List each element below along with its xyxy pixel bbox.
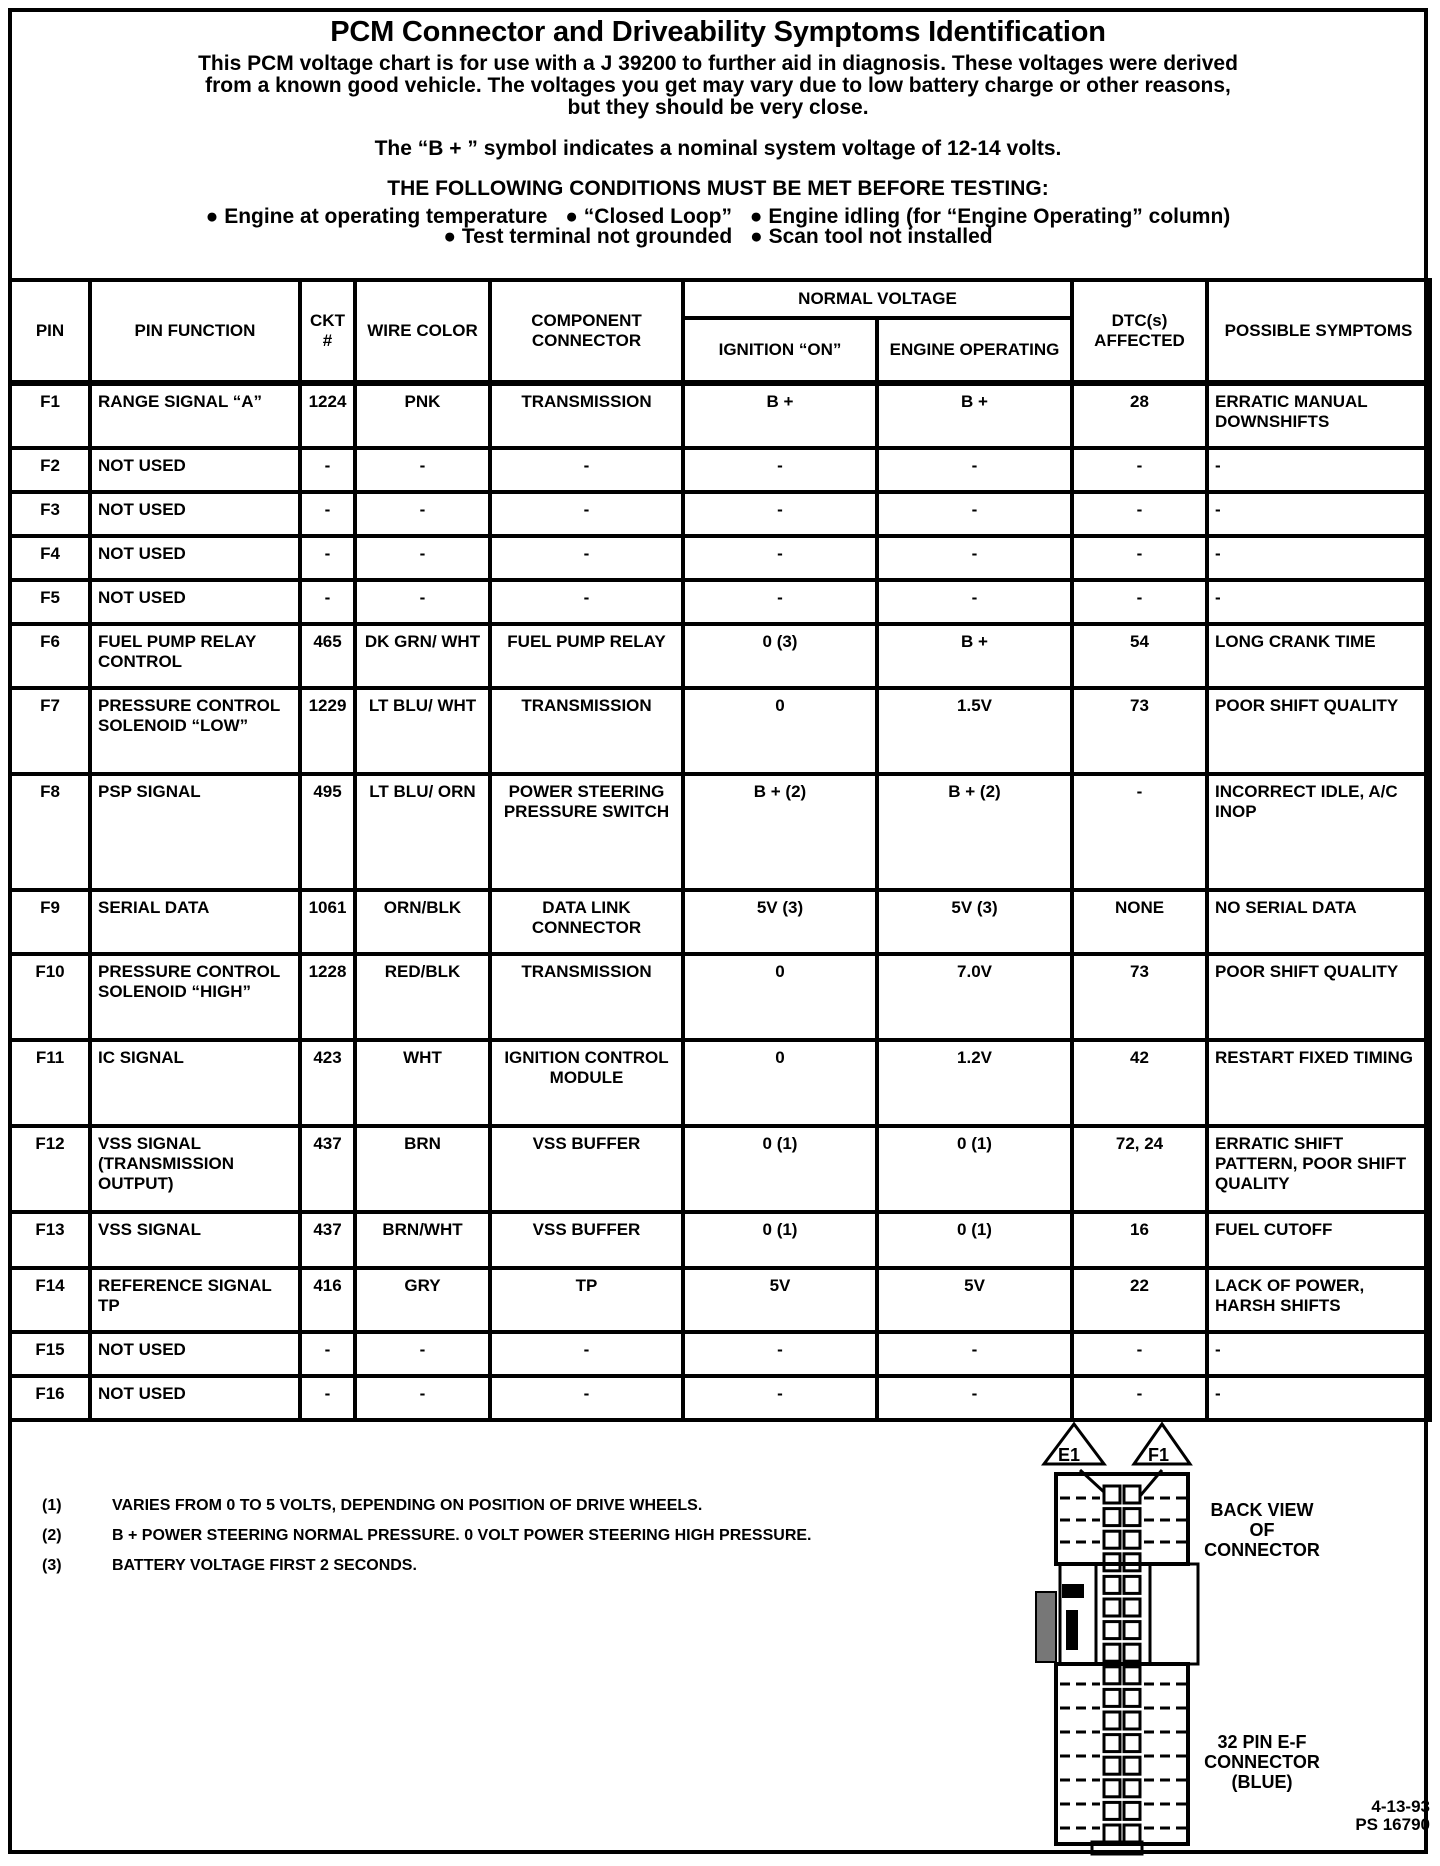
connector-diagram bbox=[1012, 1422, 1440, 1862]
ckt-cell: 495 bbox=[300, 774, 355, 890]
table-row bbox=[10, 383, 1430, 448]
conditions-list bbox=[12, 207, 1424, 247]
dtc-cell: - bbox=[1072, 536, 1207, 580]
col-header-engine-operating: ENGINE OPERATING bbox=[877, 318, 1072, 383]
symptoms-cell: - bbox=[1207, 492, 1430, 536]
pin-function-cell: PRESSURE CONTROL SOLENOID “LOW” bbox=[90, 688, 300, 774]
component-cell: - bbox=[490, 580, 683, 624]
component-cell: IGNITION CONTROL MODULE bbox=[490, 1040, 683, 1126]
col-header-wire-color: WIRE COLOR bbox=[355, 280, 490, 383]
pin-function-cell: NOT USED bbox=[90, 1376, 300, 1420]
component-cell: DATA LINK CONNECTOR bbox=[490, 890, 683, 954]
component-cell: - bbox=[490, 1332, 683, 1376]
engine-operating-cell: - bbox=[877, 1332, 1072, 1376]
wire-color-cell: - bbox=[355, 448, 490, 492]
component-cell: - bbox=[490, 1376, 683, 1420]
dtc-cell: 28 bbox=[1072, 383, 1207, 448]
footnotes bbox=[42, 1497, 812, 1587]
ignition-on-cell: 0 (1) bbox=[683, 1126, 877, 1212]
pin-function-cell: VSS SIGNAL bbox=[90, 1212, 300, 1268]
ignition-on-cell: - bbox=[683, 1332, 877, 1376]
pin-function-cell: NOT USED bbox=[90, 448, 300, 492]
ckt-cell: 437 bbox=[300, 1212, 355, 1268]
engine-operating-cell: - bbox=[877, 448, 1072, 492]
pin-cell: F16 bbox=[10, 1376, 90, 1420]
pin-function-cell: VSS SIGNAL (TRANSMISSION OUTPUT) bbox=[90, 1126, 300, 1212]
symptoms-cell: POOR SHIFT QUALITY bbox=[1207, 688, 1430, 774]
pcm-voltage-table bbox=[8, 278, 1432, 1422]
ignition-on-cell: - bbox=[683, 580, 877, 624]
pin-cell: F3 bbox=[10, 492, 90, 536]
dtc-cell: 22 bbox=[1072, 1268, 1207, 1332]
table-row bbox=[10, 448, 1430, 492]
figure-reference: 4-13-93 PS 16790 bbox=[1355, 1797, 1430, 1834]
wire-color-cell: GRY bbox=[355, 1268, 490, 1332]
ignition-on-cell: 5V bbox=[683, 1268, 877, 1332]
intro-section bbox=[12, 12, 1424, 282]
ignition-on-cell: B + (2) bbox=[683, 774, 877, 890]
ckt-cell: 437 bbox=[300, 1126, 355, 1212]
col-header-dtc-affected: DTC(s) AFFECTED bbox=[1072, 280, 1207, 383]
connector-drawing-icon bbox=[1012, 1422, 1262, 1862]
symptoms-cell: INCORRECT IDLE, A/C INOP bbox=[1207, 774, 1430, 890]
condition-item: ● Test terminal not grounded bbox=[443, 225, 733, 248]
table-row bbox=[10, 954, 1430, 1040]
table-row bbox=[10, 1332, 1430, 1376]
pin-cell: F2 bbox=[10, 448, 90, 492]
wire-color-cell: PNK bbox=[355, 383, 490, 448]
symptoms-cell: NO SERIAL DATA bbox=[1207, 890, 1430, 954]
pin-function-cell: NOT USED bbox=[90, 580, 300, 624]
engine-operating-cell: 5V bbox=[877, 1268, 1072, 1332]
footnote: (3) BATTERY VOLTAGE FIRST 2 SECONDS. bbox=[42, 1557, 417, 1574]
dtc-cell: 73 bbox=[1072, 688, 1207, 774]
component-cell: VSS BUFFER bbox=[490, 1126, 683, 1212]
ckt-cell: 416 bbox=[300, 1268, 355, 1332]
col-header-possible-symptoms: POSSIBLE SYMPTOMS bbox=[1207, 280, 1430, 383]
pin-cell: F5 bbox=[10, 580, 90, 624]
symptoms-cell: ERRATIC MANUAL DOWNSHIFTS bbox=[1207, 383, 1430, 448]
pin-function-cell: NOT USED bbox=[90, 536, 300, 580]
engine-operating-cell: 0 (1) bbox=[877, 1212, 1072, 1268]
connector-label: 32 PIN E-F CONNECTOR (BLUE) bbox=[1204, 1732, 1320, 1792]
engine-operating-cell: - bbox=[877, 536, 1072, 580]
col-header-pin-function: PIN FUNCTION bbox=[90, 280, 300, 383]
ckt-cell: 1228 bbox=[300, 954, 355, 1040]
ckt-cell: - bbox=[300, 1332, 355, 1376]
col-header-ignition-on: IGNITION “ON” bbox=[683, 318, 877, 383]
pin-cell: F8 bbox=[10, 774, 90, 890]
condition-item: ● Engine at operating temperature bbox=[205, 205, 548, 228]
pin-function-cell: REFERENCE SIGNAL TP bbox=[90, 1268, 300, 1332]
table-row bbox=[10, 580, 1430, 624]
table-row bbox=[10, 1376, 1430, 1420]
table-row bbox=[10, 890, 1430, 954]
ignition-on-cell: - bbox=[683, 1376, 877, 1420]
dtc-cell: 42 bbox=[1072, 1040, 1207, 1126]
pin-cell: F12 bbox=[10, 1126, 90, 1212]
component-cell: TRANSMISSION bbox=[490, 383, 683, 448]
ckt-cell: 465 bbox=[300, 624, 355, 688]
table-row bbox=[10, 492, 1430, 536]
condition-item: ● Engine idling (for “Engine Operating” column) bbox=[749, 205, 1231, 228]
pin-function-cell: PRESSURE CONTROL SOLENOID “HIGH” bbox=[90, 954, 300, 1040]
back-view-label: BACK VIEW OF CONNECTOR bbox=[1204, 1500, 1320, 1560]
dtc-cell: 72, 24 bbox=[1072, 1126, 1207, 1212]
symptoms-cell: POOR SHIFT QUALITY bbox=[1207, 954, 1430, 1040]
wire-color-cell: - bbox=[355, 492, 490, 536]
footnote: (2) B + POWER STEERING NORMAL PRESSURE. 0 VOLT POWER STEERING HIGH PRESSURE. bbox=[42, 1527, 812, 1544]
engine-operating-cell: 0 (1) bbox=[877, 1126, 1072, 1212]
dtc-cell: - bbox=[1072, 1332, 1207, 1376]
intro-paragraph: This PCM voltage chart is for use with a J 39200 to further aid in diagnosis. These voltages were derived from a known good vehicle. The voltages you get may vary due to low battery charge or other reasons, but they should be very close. bbox=[198, 52, 1238, 119]
component-cell: POWER STEERING PRESSURE SWITCH bbox=[490, 774, 683, 890]
symptoms-cell: - bbox=[1207, 448, 1430, 492]
engine-operating-cell: - bbox=[877, 1376, 1072, 1420]
engine-operating-cell: B + bbox=[877, 624, 1072, 688]
pin-function-cell: FUEL PUMP RELAY CONTROL bbox=[90, 624, 300, 688]
symptoms-cell: LACK OF POWER, HARSH SHIFTS bbox=[1207, 1268, 1430, 1332]
wire-color-cell: LT BLU/ WHT bbox=[355, 688, 490, 774]
table-row bbox=[10, 688, 1430, 774]
component-cell: - bbox=[490, 448, 683, 492]
col-header-ckt: CKT # bbox=[300, 280, 355, 383]
conditions-title: THE FOLLOWING CONDITIONS MUST BE MET BEFORE TESTING: bbox=[387, 177, 1049, 200]
component-cell: FUEL PUMP RELAY bbox=[490, 624, 683, 688]
pin-cell: F13 bbox=[10, 1212, 90, 1268]
symptoms-cell: - bbox=[1207, 536, 1430, 580]
dtc-cell: NONE bbox=[1072, 890, 1207, 954]
pin-function-cell: RANGE SIGNAL “A” bbox=[90, 383, 300, 448]
ckt-cell: 1061 bbox=[300, 890, 355, 954]
ckt-cell: - bbox=[300, 580, 355, 624]
symptoms-cell: - bbox=[1207, 580, 1430, 624]
engine-operating-cell: 1.5V bbox=[877, 688, 1072, 774]
engine-operating-cell: B + bbox=[877, 383, 1072, 448]
dtc-cell: 16 bbox=[1072, 1212, 1207, 1268]
pin-function-cell: NOT USED bbox=[90, 492, 300, 536]
dtc-cell: - bbox=[1072, 492, 1207, 536]
wire-color-cell: DK GRN/ WHT bbox=[355, 624, 490, 688]
ignition-on-cell: 5V (3) bbox=[683, 890, 877, 954]
ignition-on-cell: 0 (3) bbox=[683, 624, 877, 688]
document-frame bbox=[8, 8, 1428, 1854]
engine-operating-cell: - bbox=[877, 492, 1072, 536]
page-title: PCM Connector and Driveability Symptoms Identification bbox=[330, 16, 1106, 48]
condition-item: ● “Closed Loop” bbox=[565, 205, 732, 228]
engine-operating-cell: - bbox=[877, 580, 1072, 624]
ignition-on-cell: - bbox=[683, 448, 877, 492]
engine-operating-cell: 5V (3) bbox=[877, 890, 1072, 954]
dtc-cell: - bbox=[1072, 1376, 1207, 1420]
pin-function-cell: SERIAL DATA bbox=[90, 890, 300, 954]
ckt-cell: - bbox=[300, 448, 355, 492]
dtc-cell: 54 bbox=[1072, 624, 1207, 688]
symptoms-cell: LONG CRANK TIME bbox=[1207, 624, 1430, 688]
wire-color-cell: ORN/BLK bbox=[355, 890, 490, 954]
pin-cell: F15 bbox=[10, 1332, 90, 1376]
component-cell: TP bbox=[490, 1268, 683, 1332]
ckt-cell: 1224 bbox=[300, 383, 355, 448]
ckt-cell: - bbox=[300, 536, 355, 580]
svg-text:E1: E1 bbox=[1058, 1445, 1081, 1465]
ckt-cell: 423 bbox=[300, 1040, 355, 1126]
footnote: (1) VARIES FROM 0 TO 5 VOLTS, DEPENDING ON POSITION OF DRIVE WHEELS. bbox=[42, 1497, 703, 1514]
table-row bbox=[10, 1212, 1430, 1268]
ckt-cell: 1229 bbox=[300, 688, 355, 774]
component-cell: VSS BUFFER bbox=[490, 1212, 683, 1268]
dtc-cell: - bbox=[1072, 448, 1207, 492]
dtc-cell: - bbox=[1072, 580, 1207, 624]
engine-operating-cell: 7.0V bbox=[877, 954, 1072, 1040]
ckt-cell: - bbox=[300, 1376, 355, 1420]
pin-cell: F11 bbox=[10, 1040, 90, 1126]
pin-cell: F7 bbox=[10, 688, 90, 774]
symptoms-cell: RESTART FIXED TIMING bbox=[1207, 1040, 1430, 1126]
ignition-on-cell: 0 (1) bbox=[683, 1212, 877, 1268]
ignition-on-cell: - bbox=[683, 492, 877, 536]
svg-text:F1: F1 bbox=[1148, 1445, 1170, 1465]
symptoms-cell: - bbox=[1207, 1376, 1430, 1420]
col-header-component-connector: COMPONENT CONNECTOR bbox=[490, 280, 683, 383]
dtc-cell: - bbox=[1072, 774, 1207, 890]
table-row bbox=[10, 624, 1430, 688]
ignition-on-cell: B + bbox=[683, 383, 877, 448]
table-row bbox=[10, 1126, 1430, 1212]
engine-operating-cell: 1.2V bbox=[877, 1040, 1072, 1126]
wire-color-cell: BRN/WHT bbox=[355, 1212, 490, 1268]
table-body bbox=[10, 383, 1430, 1420]
wire-color-cell: - bbox=[355, 1376, 490, 1420]
dtc-cell: 73 bbox=[1072, 954, 1207, 1040]
wire-color-cell: BRN bbox=[355, 1126, 490, 1212]
pin-cell: F14 bbox=[10, 1268, 90, 1332]
wire-color-cell: RED/BLK bbox=[355, 954, 490, 1040]
component-cell: - bbox=[490, 536, 683, 580]
ignition-on-cell: 0 bbox=[683, 954, 877, 1040]
table-row bbox=[10, 1040, 1430, 1126]
symptoms-cell: - bbox=[1207, 1332, 1430, 1376]
pin-function-cell: PSP SIGNAL bbox=[90, 774, 300, 890]
pin-cell: F10 bbox=[10, 954, 90, 1040]
component-cell: TRANSMISSION bbox=[490, 954, 683, 1040]
engine-operating-cell: B + (2) bbox=[877, 774, 1072, 890]
symptoms-cell: ERRATIC SHIFT PATTERN, POOR SHIFT QUALITY bbox=[1207, 1126, 1430, 1212]
ignition-on-cell: - bbox=[683, 536, 877, 580]
pin-function-cell: NOT USED bbox=[90, 1332, 300, 1376]
wire-color-cell: - bbox=[355, 580, 490, 624]
pin-cell: F6 bbox=[10, 624, 90, 688]
ignition-on-cell: 0 bbox=[683, 688, 877, 774]
table-row bbox=[10, 1268, 1430, 1332]
symptoms-cell: FUEL CUTOFF bbox=[1207, 1212, 1430, 1268]
wire-color-cell: WHT bbox=[355, 1040, 490, 1126]
wire-color-cell: - bbox=[355, 536, 490, 580]
pin-cell: F4 bbox=[10, 536, 90, 580]
wire-color-cell: - bbox=[355, 1332, 490, 1376]
col-header-normal-voltage: NORMAL VOLTAGE bbox=[683, 280, 1072, 318]
pin-cell: F9 bbox=[10, 890, 90, 954]
component-cell: TRANSMISSION bbox=[490, 688, 683, 774]
table-row bbox=[10, 536, 1430, 580]
wire-color-cell: LT BLU/ ORN bbox=[355, 774, 490, 890]
condition-item: ● Scan tool not installed bbox=[750, 225, 993, 248]
pin-function-cell: IC SIGNAL bbox=[90, 1040, 300, 1126]
pin-cell: F1 bbox=[10, 383, 90, 448]
ignition-on-cell: 0 bbox=[683, 1040, 877, 1126]
table-row bbox=[10, 774, 1430, 890]
bplus-note: The “B + ” symbol indicates a nominal system voltage of 12-14 volts. bbox=[374, 137, 1062, 160]
component-cell: - bbox=[490, 492, 683, 536]
ckt-cell: - bbox=[300, 492, 355, 536]
col-header-pin: PIN bbox=[10, 280, 90, 383]
